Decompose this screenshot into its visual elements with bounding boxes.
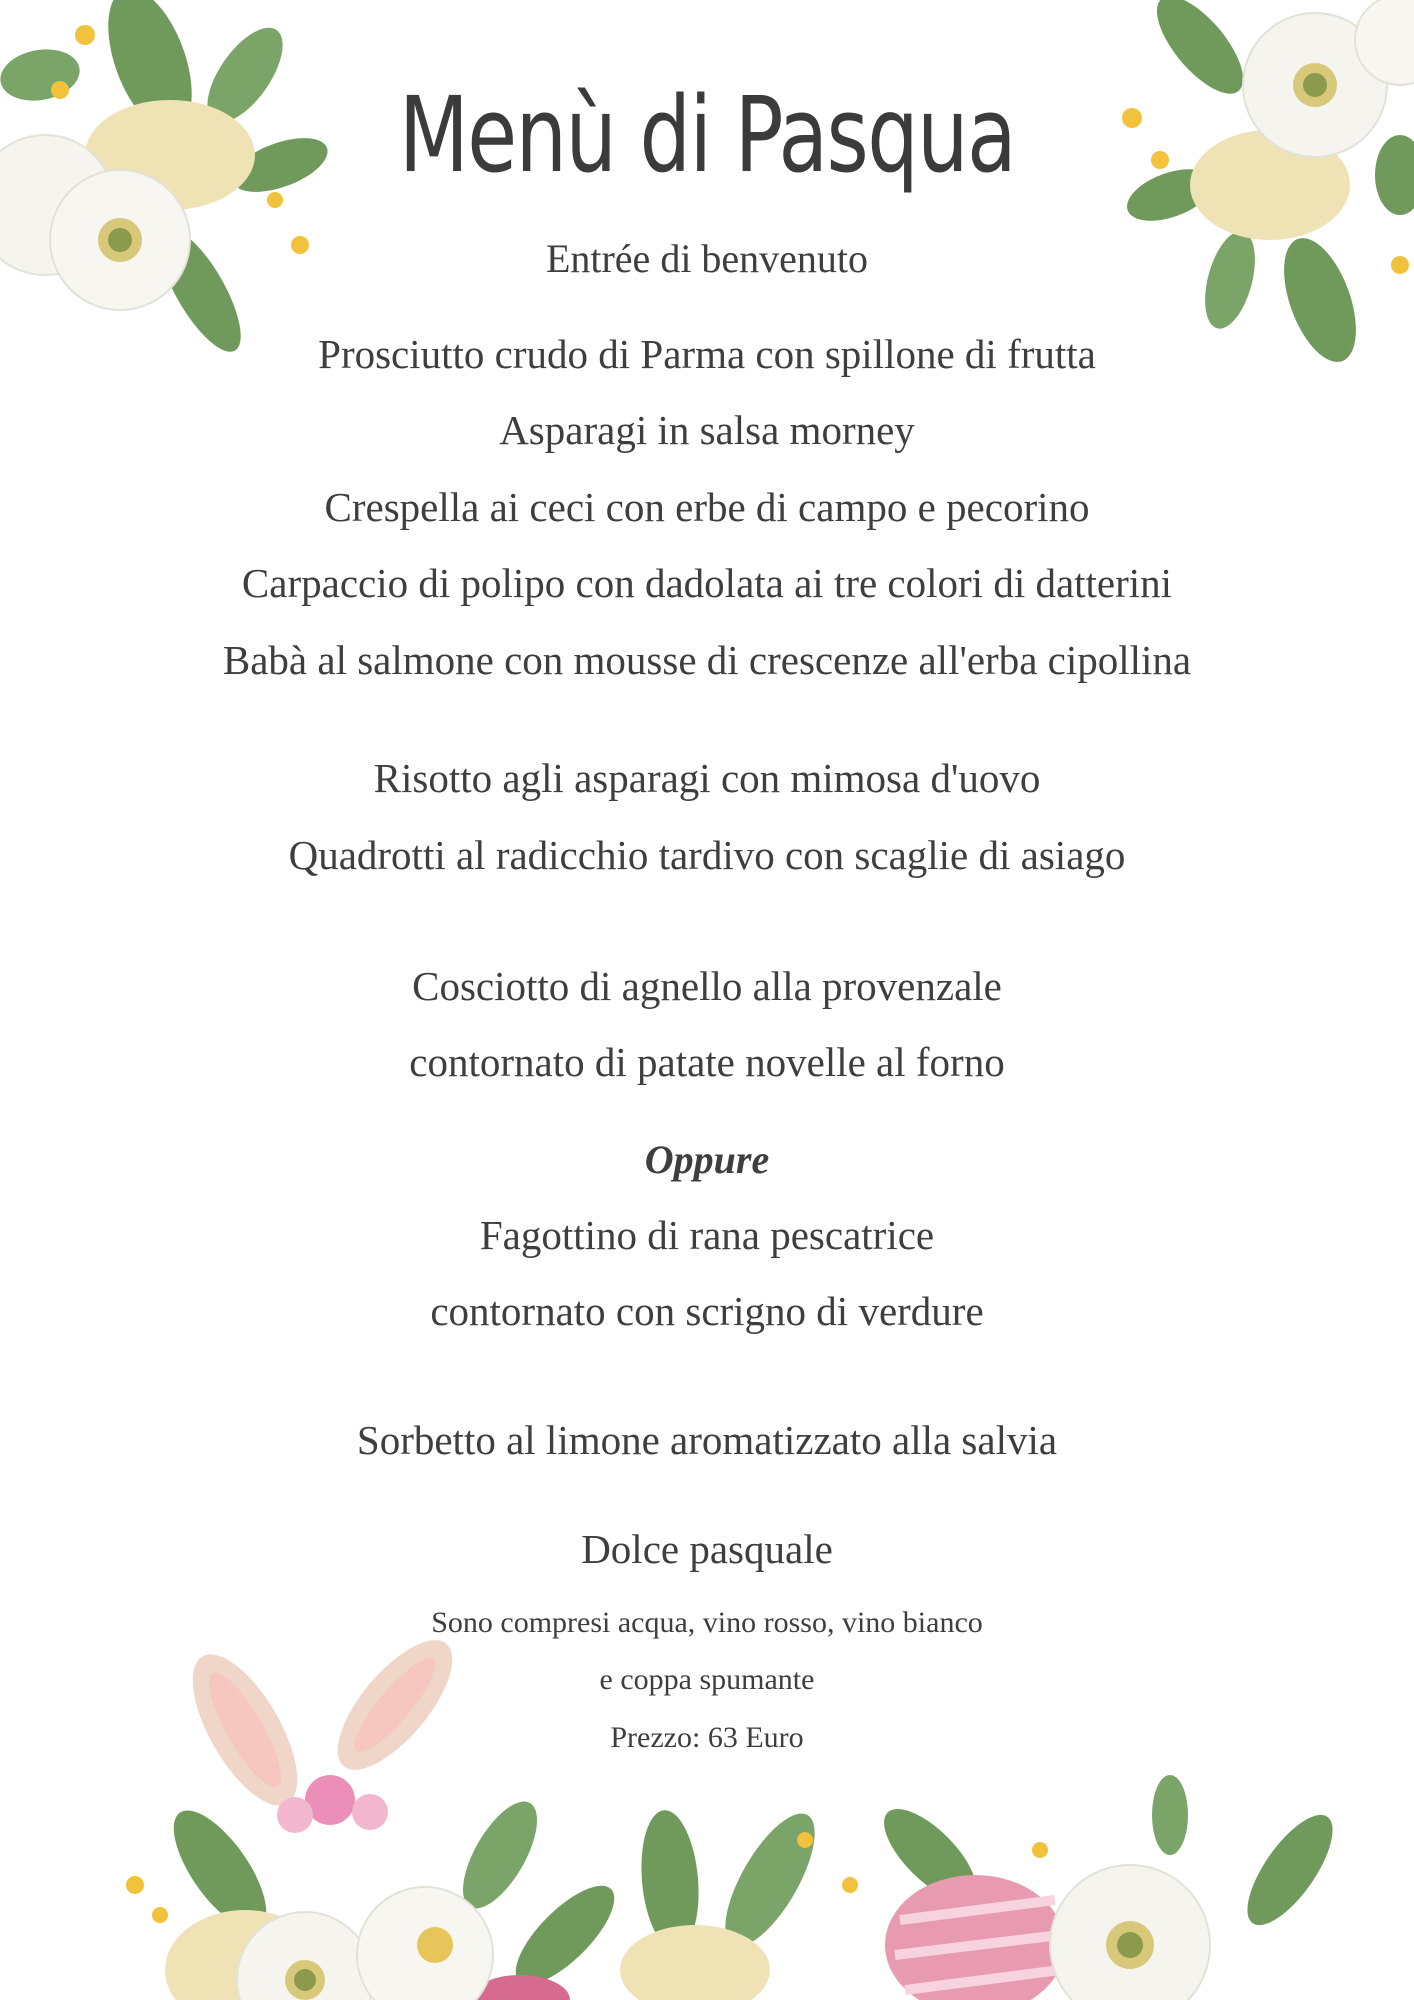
starter-item: Asparagi in salsa morney: [499, 407, 915, 453]
starter-item: Crespella ai ceci con erbe di campo e pecorino: [324, 484, 1090, 530]
price-label: Prezzo: 63 Euro: [610, 1721, 804, 1754]
or-label: Oppure: [644, 1137, 770, 1182]
first-course-item: Quadrotti al radicchio tardivo con scaglie di asiago: [288, 832, 1126, 878]
main-course-item: Cosciotto di agnello alla provenzale: [412, 963, 1002, 1009]
starter-item: Prosciutto crudo di Parma con spillone di frutta: [318, 331, 1096, 377]
page-title: Menù di Pasqua: [398, 74, 1016, 196]
starter-item: Babà al salmone con mousse di crescenze all'erba cipollina: [222, 637, 1192, 683]
starter-item: Carpaccio di polipo con dadolata ai tre colori di datterini: [241, 560, 1173, 606]
included-drinks-note: Sono compresi acqua, vino rosso, vino bianco: [431, 1606, 983, 1639]
main-course-item: contornato di patate novelle al forno: [409, 1039, 1005, 1085]
included-drinks-note: e coppa spumante: [599, 1663, 815, 1696]
first-course-item: Risotto agli asparagi con mimosa d'uovo: [373, 755, 1041, 801]
dessert-item: Dolce pasquale: [581, 1526, 833, 1572]
sorbet-item: Sorbetto al limone aromatizzato alla salvia: [356, 1417, 1058, 1463]
welcome-course: Entrée di benvenuto: [545, 236, 869, 281]
main-course-item: Fagottino di rana pescatrice: [479, 1212, 935, 1258]
main-course-item: contornato con scrigno di verdure: [430, 1288, 984, 1334]
